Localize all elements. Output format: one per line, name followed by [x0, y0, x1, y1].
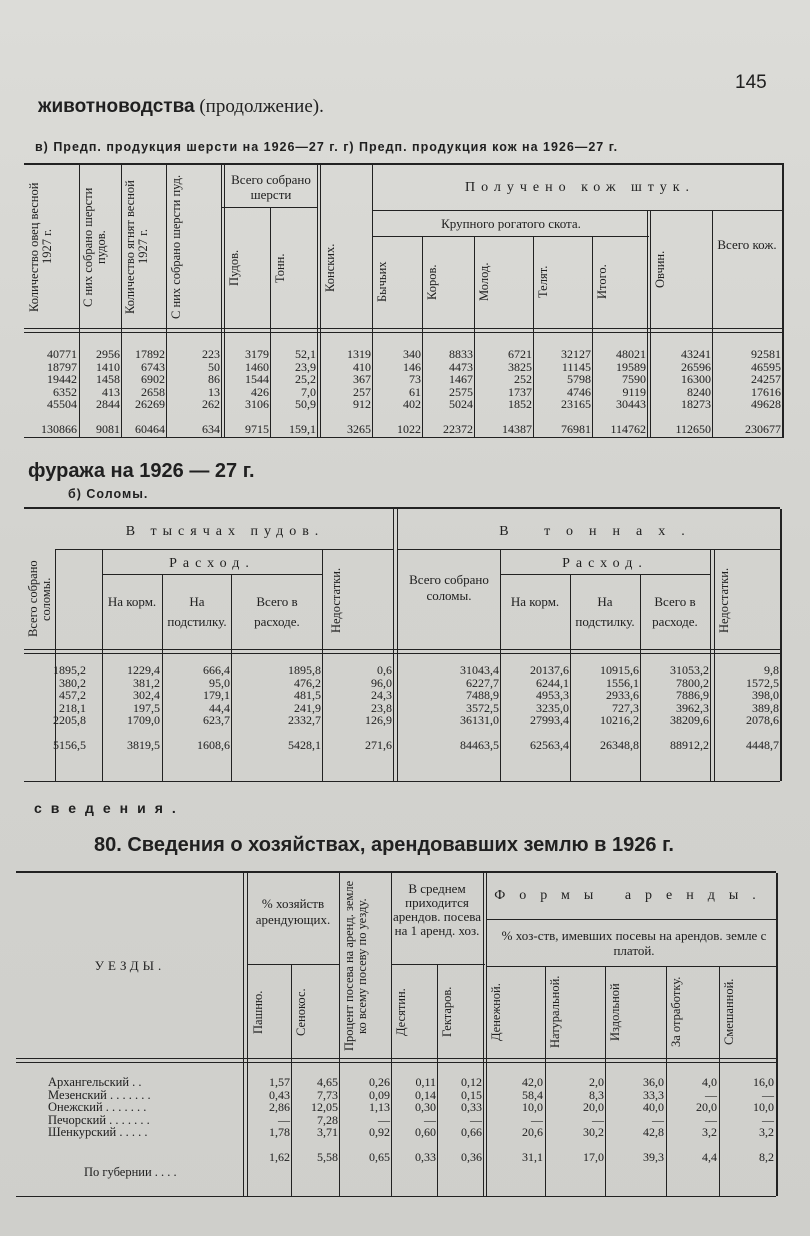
column-deficit-tons: 9,8 1572,5 398,0 389,8 2078,6 4448,7	[746, 663, 779, 752]
column-lamb-wool: 223 50 86 13 262 634	[202, 347, 220, 436]
column-desyatin: 0,11 0,14 0,30 — 0,60 0,33	[415, 1075, 436, 1164]
header-cows: Коров.	[425, 264, 439, 300]
header-pct-farms: % хозяйств арендующих.	[255, 896, 331, 927]
column-in-kind: 2,0 8,3 20,0 — 30,2 17,0	[583, 1075, 604, 1164]
column-feed-tons: 20137,6 6244,1 4953,3 3235,0 27993,4 62563,4	[530, 663, 569, 752]
header-thousand-pud: В тысячах пудов.	[125, 524, 325, 539]
column-arable: 1,57 0,43 2,86 — 1,78 1,62	[269, 1075, 290, 1164]
header-hectares: Гектаров.	[440, 986, 454, 1038]
header-litter: На подстилку.	[167, 594, 227, 629]
header-tons: В тоннах.	[499, 524, 701, 539]
header-in-kind: Натуральной.	[548, 975, 562, 1049]
column-hayfield: 4,65 7,73 12,05 7,28 3,71 5,58	[311, 1075, 338, 1164]
column-labor: 4,0 — 20,0 — 3,2 4,4	[696, 1075, 717, 1164]
column-deficit: 0,6 96,0 24,3 23,8 126,9 271,6	[365, 663, 392, 752]
page-number: 145	[735, 72, 767, 93]
column-calves: 32127 11145 5798 4746 23165 76981	[561, 347, 591, 436]
header-total-straw: Всего собрано соломы.	[26, 560, 53, 638]
header-ton: Тонн.	[273, 253, 287, 283]
column-horse: 1319 410 367 257 912 3265	[347, 347, 371, 436]
header-bulls: Бычьих	[375, 261, 389, 303]
header-lease-forms: Формы аренды.	[494, 888, 770, 903]
uezd-names: Архангельский . . Мезенский . . . . . . . Онежский . . . . . . . Печорский . . . . . . . Шенкурский . . . . .	[48, 1075, 151, 1139]
header-hayfield: Сенокос.	[294, 988, 308, 1036]
header-sheep-count: Количество овец весной 1927 г.	[27, 182, 54, 312]
column-litter: 666,4 95,0 179,1 44,4 623,7 1608,6	[197, 663, 230, 752]
header-total-expense-tons: Всего в расходе.	[652, 594, 698, 629]
column-pct-sown: 0,26 0,09 1,13 — 0,92 0,65	[369, 1075, 390, 1164]
header-feed-tons: На корм.	[510, 594, 560, 609]
header-total-skins: Всего кож.	[717, 237, 777, 252]
header-cattle: Крупного рогатого скота.	[441, 216, 581, 231]
header-skins-received: Получено кож штук.	[464, 180, 696, 195]
header-feed: На корм.	[107, 594, 157, 609]
straw-subtitle: б) Соломы.	[68, 487, 149, 501]
header-lamb-count: Количество ягнят весной 1927 г.	[123, 180, 150, 314]
column-share: 36,0 33,3 40,0 — 42,8 39,3	[643, 1075, 664, 1164]
header-uezd: УЕЗДЫ.	[94, 958, 166, 973]
column-total-expense: 1895,8 476,2 481,5 241,9 2332,7 5428,1	[288, 663, 321, 752]
column-total-straw-tons: 31043,4 6227,7 7488,9 3572,5 36131,0 84463,5	[460, 663, 499, 752]
header-pud: Пудов.	[227, 249, 241, 287]
column-money: 42,0 58,4 10,0 — 20,6 31,1	[522, 1075, 543, 1164]
info-subtitle: сведения.	[34, 800, 185, 816]
section-title-continued: (продолжение).	[194, 96, 324, 117]
header-deficit-tons: Недостатки.	[717, 567, 731, 633]
section-title	[38, 96, 324, 118]
column-sheepskins: 43241 26596 16300 8240 18273 112650	[675, 347, 711, 436]
header-pct-sown: Процент посева на аренд. земле ко всему посеву по уезду.	[342, 880, 369, 1052]
column-feed: 1229,4 381,2 302,4 197,5 1709,0 3819,5	[127, 663, 160, 752]
column-cows: 8833 4473 1467 2575 5024 22372	[443, 347, 473, 436]
header-money: Денежной.	[489, 983, 503, 1041]
column-ton: 52,1 23,9 25,2 7,0 50,9 159,1	[289, 347, 316, 436]
header-average: В среднем приходится арендов. посева на 1 аренд. хоз.	[393, 881, 481, 938]
column-litter-tons: 10915,6 1556,1 2933,6 727,3 10216,2 26348,8	[600, 663, 639, 752]
column-total-straw: 1895,2 380,2 457,2 218,1 2205,8 5156,5	[53, 663, 86, 752]
column-pud: 3179 1460 1544 426 3106 9715	[245, 347, 269, 436]
header-cattle-total: Итого.	[595, 264, 609, 300]
column-hectares: 0,12 0,15 0,33 — 0,66 0,36	[461, 1075, 482, 1164]
header-deficit: Недостатки.	[329, 567, 343, 633]
column-mixed: 16,0 — 10,0 — 3,2 8,2	[753, 1075, 774, 1164]
header-expense: Расход.	[169, 556, 255, 571]
column-lambs: 17892 6743 6902 2658 26269 60464	[135, 347, 165, 436]
header-share: Издольной	[608, 983, 622, 1041]
column-total-expense-tons: 31053,2 7800,2 7886,9 3962,3 38209,6 88912,2	[670, 663, 709, 752]
section-title-main: животноводства	[38, 96, 195, 117]
header-litter-tons: На подстилку.	[575, 594, 635, 629]
province-total-label: По губернии . . . .	[84, 1165, 177, 1179]
header-total-wool: Всего собрано шерсти	[231, 172, 311, 202]
header-horse: Конских.	[323, 243, 337, 293]
column-young: 6721 3825 252 1737 1852 14387	[502, 347, 532, 436]
header-arable: Пашню.	[251, 990, 265, 1034]
header-sheepskins: Овчин.	[653, 250, 667, 288]
table-80-title: 80. Сведения о хозяйствах, арендовавших землю в 1926 г.	[94, 834, 674, 856]
wool-leather-subtitle: в) Предп. продукция шерсти на 1926—27 г. г) Предп. продукция кож на 1926—27 г.	[35, 140, 619, 154]
column-sheep: 40771 18797 19442 6352 45504 130866	[41, 347, 77, 436]
column-wool-pud: 2956 1410 1458 413 2844 9081	[96, 347, 120, 436]
header-expense-tons: Расход.	[562, 556, 648, 571]
header-labor: За отработку.	[669, 976, 683, 1048]
header-total-straw-tons: Всего собрано соломы.	[409, 572, 489, 603]
header-mixed: Смешанной.	[722, 978, 736, 1046]
header-lamb-wool: С них собрано шерсти пуд.	[169, 174, 183, 320]
header-calves: Телят.	[536, 265, 550, 299]
header-total-expense: Всего в расходе.	[254, 594, 300, 629]
column-cattle-total: 48021 19589 7590 9119 30443 114762	[610, 347, 646, 436]
column-total-skins: 92581 46595 24257 17616 49628 230677	[745, 347, 781, 436]
fodder-title: фуража на 1926 — 27 г.	[28, 460, 255, 482]
header-desyatin: Десятин.	[394, 988, 408, 1036]
header-wool-pud: С них собрано шерсти пудов.	[81, 187, 108, 307]
header-pct-paid: % хоз-ств, имевших посевы на арендов. земле с платой.	[501, 928, 767, 958]
header-young: Молод.	[477, 262, 491, 302]
column-bulls: 340 146 73 61 402 1022	[397, 347, 421, 436]
